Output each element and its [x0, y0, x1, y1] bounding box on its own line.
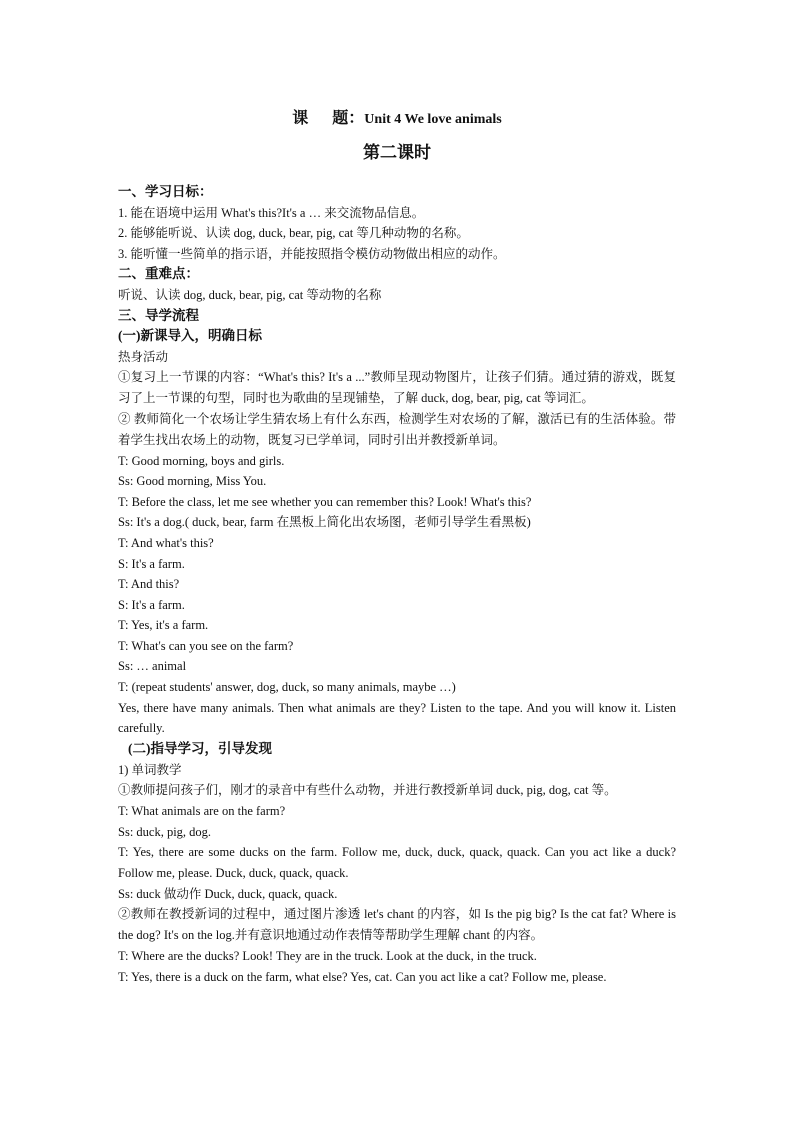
text-line: 3. 能听懂一些简单的指示语，并能按照指令模仿动物做出相应的动作。: [118, 246, 506, 261]
section-heading: (一)新课导入，明确日标: [118, 328, 262, 344]
document-body: [118, 182, 676, 987]
text-line: 1) 单词教学: [118, 762, 182, 777]
text-line: T: (repeat students' answer, dog, duck, so many animals, maybe …): [118, 680, 456, 695]
paragraph: Yes, there have many animals. Then what animals are they? Listen to the tape. And you will know it. Listen carefully.: [118, 700, 676, 736]
text-line: Ss: … animal: [118, 659, 187, 674]
document-subtitle: 第二课时: [363, 143, 431, 162]
section-heading: 二、重难点：: [118, 266, 199, 282]
text-line: T: Good morning, boys and girls.: [118, 453, 285, 468]
section-heading: 一、学习日标：: [118, 184, 213, 199]
text-line: ①教师提问孩子们，刚才的录音中有些什么动物，并进行教授新单词 duck, pig, dog, cat 等。: [118, 783, 617, 798]
text-line: Ss: duck 做动作 Duck, duck, quack, quack.: [118, 886, 338, 901]
text-line: 1. 能在语境中运用 What's this?It's a … 来交流物品信息。: [118, 205, 425, 220]
document-page: [118, 106, 676, 987]
paragraph: ①复习上一节课的内容：“What's this? It's a ...”教师呈现动物图片，让孩子们猜。通过猜的游戏，既复习了上一节课的句型，同时也为歌曲的呈现铺垫，了解 duck, dog, bear, pig, cat 等词汇。: [118, 370, 676, 406]
text-line: T: Where are the ducks? Look! They are in the truck. Look at the duck, in the truck.: [118, 949, 537, 963]
paragraph: ② 教师简化一个农场让学生猜农场上有什么东西，检测学生对农场的了解，激活已有的生活体验。带着学生找出农场上的动物，既复习已学单词，同时引出并教授新单词。: [118, 411, 676, 447]
title-label-b: 题：: [332, 110, 365, 127]
text-line: Ss: duck, pig, dog.: [118, 824, 212, 839]
paragraph: T: Yes, there are some ducks on the farm. Follow me, duck, duck, quack, quack. Can you act like a duck? Follow me, please. Duck, duck, quack, quack.: [118, 845, 676, 881]
section-heading: 三、导学流程: [118, 307, 199, 323]
text-line: 听说、认读 dog, duck, bear, pig, cat 等动物的名称: [118, 287, 382, 302]
text-line: 热身活动: [118, 349, 169, 364]
text-line: T: What's can you see on the farm?: [118, 638, 294, 653]
text-line: T: What animals are on the farm?: [118, 804, 286, 819]
text-line: Ss: It's a dog.( duck, bear, farm 在黑板上简化出农场图，老师引导学生看黑板): [118, 515, 531, 530]
text-line: Ss: Good morning, Miss You.: [118, 474, 267, 489]
text-line: T: Yes, there is a duck on the farm, what else? Yes, cat. Can you act like a cat? Follow me, please.: [118, 969, 607, 984]
title-label-a: 课: [292, 110, 309, 127]
text-line: 2. 能够能听说、认读 dog, duck, bear, pig, cat 等几种动物的名称。: [118, 226, 469, 241]
paragraph: ②教师在教授新词的过程中，通过图片渗透 let's chant 的内容，如 Is the pig big? Is the cat fat? Where is the dog? It's on the log.并有意识地通过动作表情等帮助学生理解 chant 的内容。: [118, 907, 676, 943]
text-line: S: It's a farm.: [118, 556, 185, 571]
document-title: [118, 106, 676, 132]
text-line: T: And this?: [118, 577, 180, 592]
text-line: T: Yes, it's a farm.: [118, 618, 209, 633]
text-line: T: And what's this?: [118, 535, 214, 550]
title-unit: Unit 4 We love animals: [364, 112, 502, 127]
text-line: S: It's a farm.: [118, 597, 185, 612]
text-line: T: Before the class, let me see whether you can remember this? Look! What's this?: [118, 494, 532, 509]
sub-heading: (二)指导学习，引导发现: [128, 741, 272, 757]
